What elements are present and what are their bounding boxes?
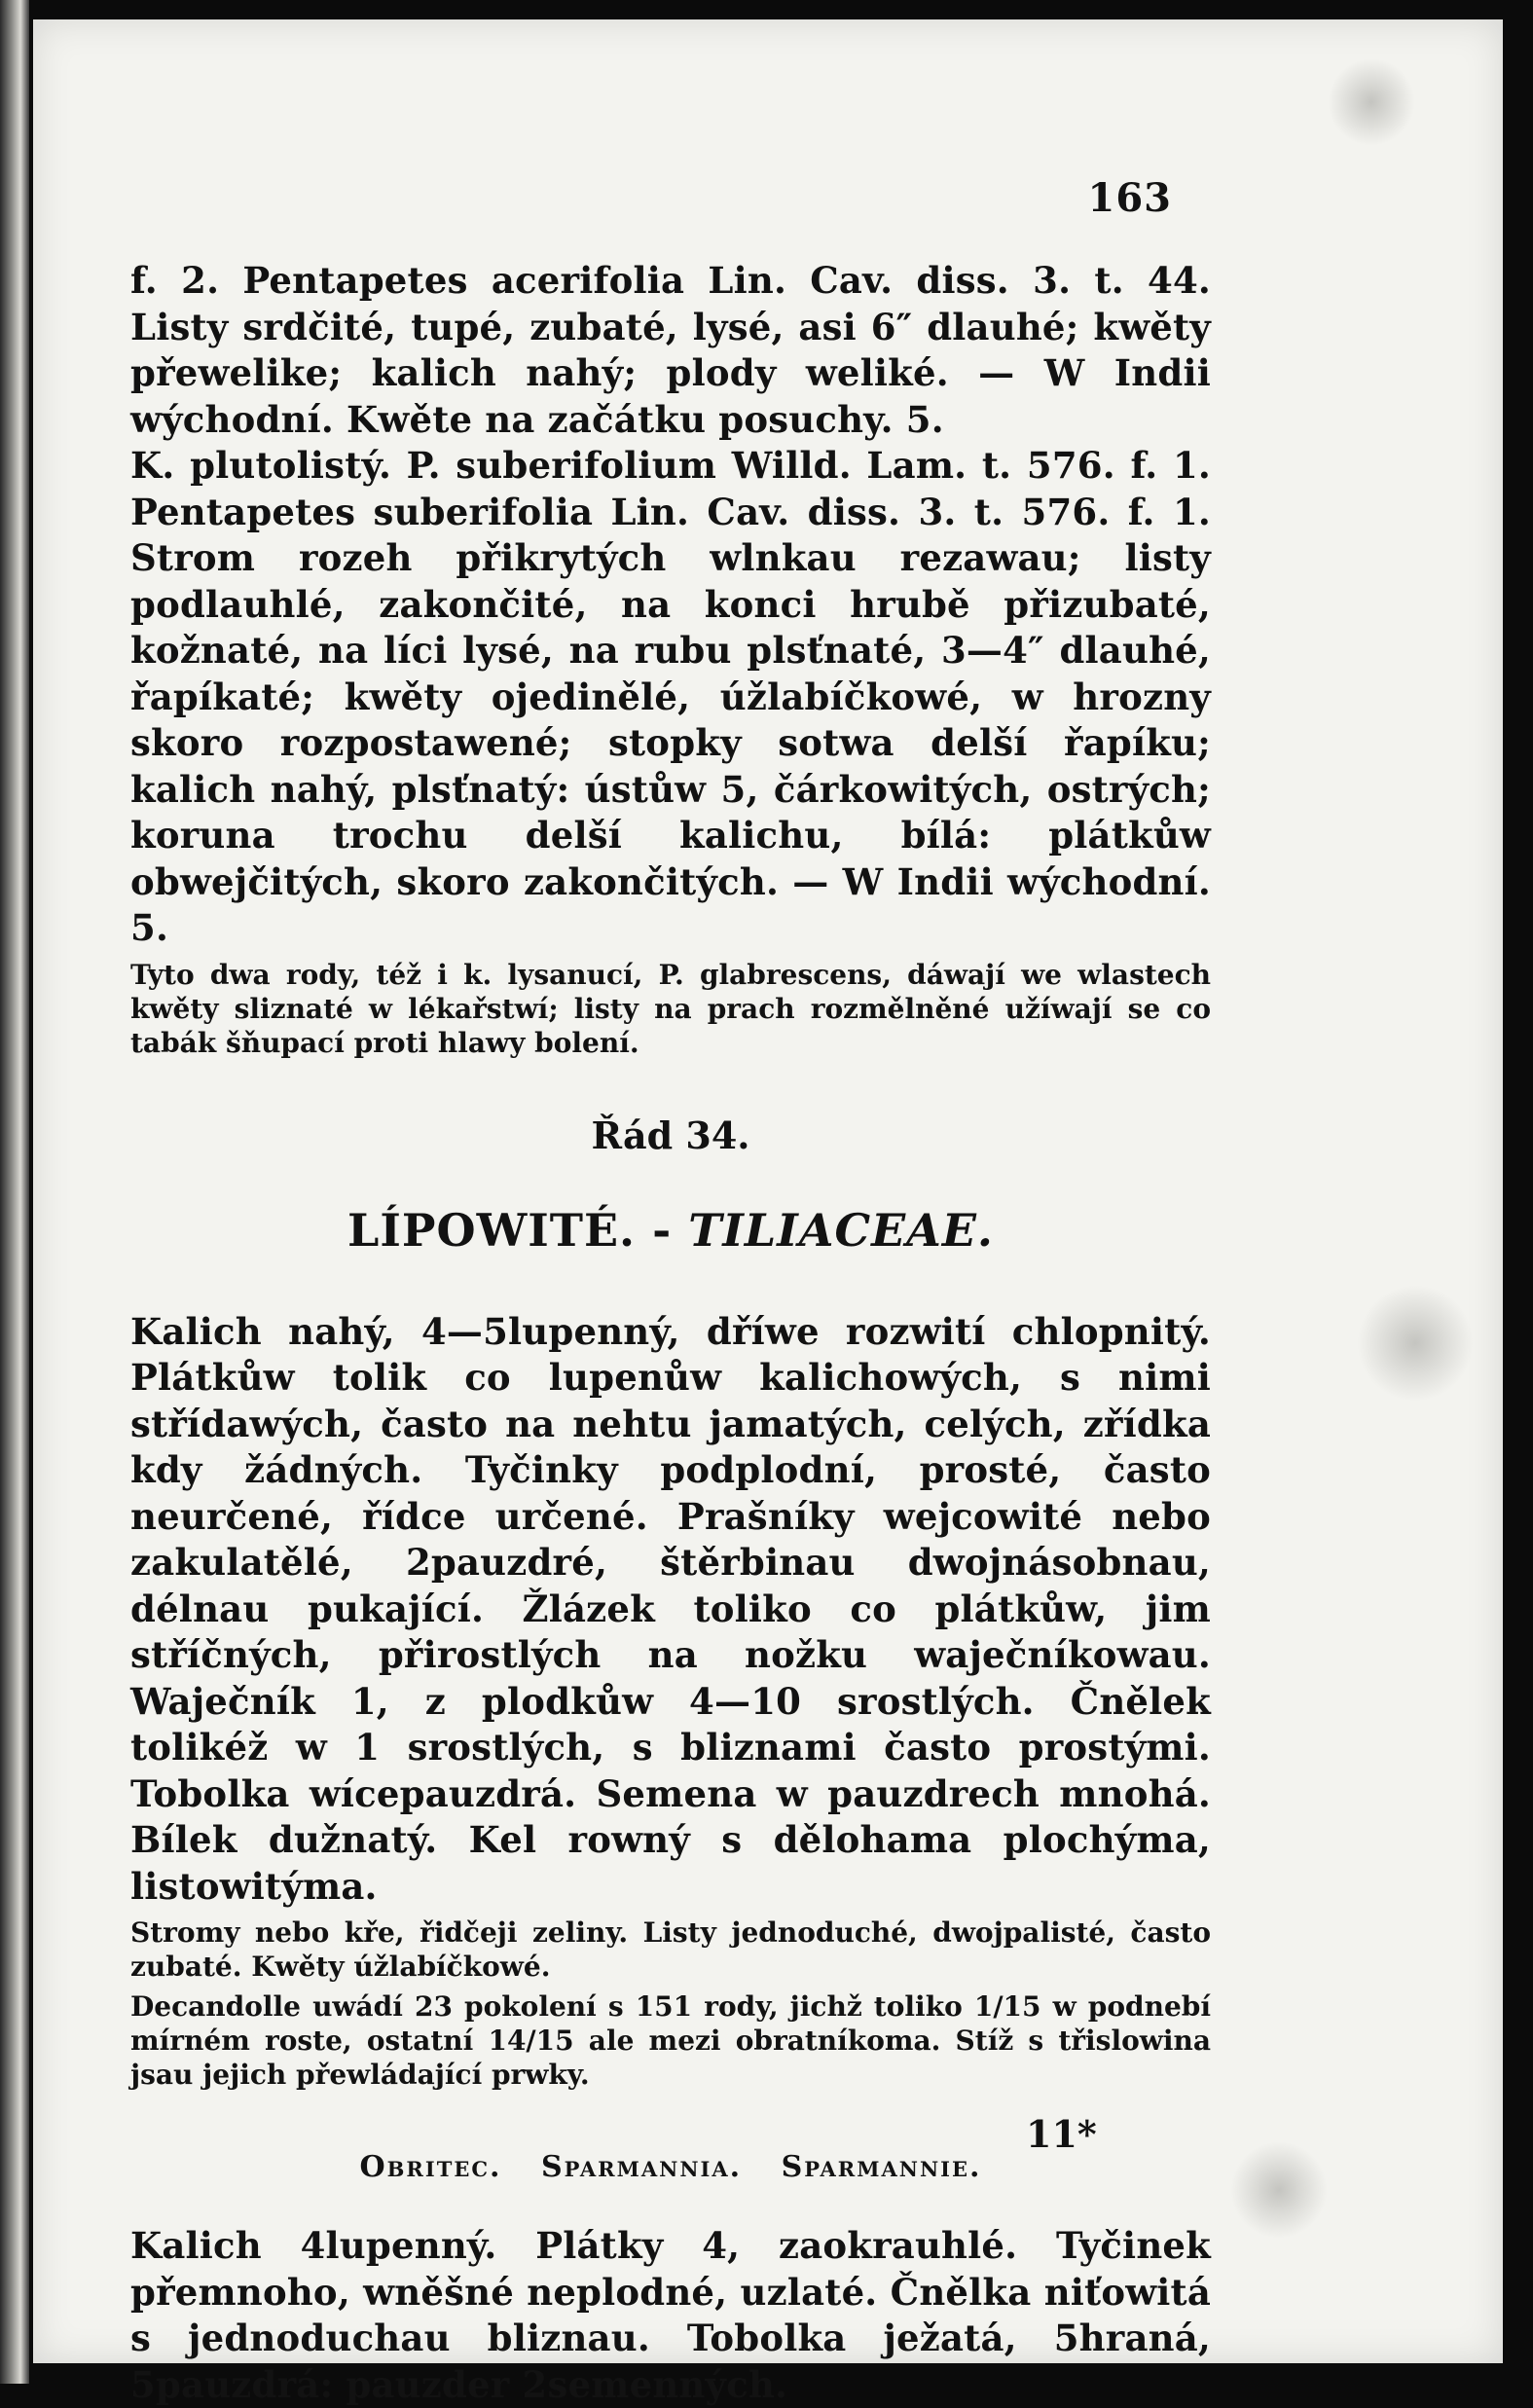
- book-page: [33, 19, 1503, 2406]
- family-heading: [130, 1204, 1211, 1257]
- book-spine-edge: [0, 0, 29, 2384]
- text-body: [130, 258, 1211, 2408]
- paper-stain: [1357, 1285, 1474, 1402]
- family-description: Kalich nahý, 4—5lupenný, dříwe rozwití chlopnitý. Plátkůw tolik co lupenůw kalichowých, s nimi střídawých, často na nehtu jamatých, celých, zřídka kdy žádných. Tyčinky podplodní, prosté, často neurčené, řídce určené. Prašníky wejcowité nebo zakulatělé, 2pauzdré, štěrbinau dwojnásobnau, délnau pukající. Žlázek toliko co plátkůw, jim stříčných, přirostlých na nožku waječníkowau. Waječník 1, z plodkůw 4—10 srostlých. Čnělek tolikéž w 1 srostlých, s bliznami často prostými. Tobolka wícepauzdrá. Semena w pauzdrech mnohá. Bílek dužnatý. Kel rowný s dělohama plochýma, listowitýma.: [130, 1309, 1211, 1908]
- paper-stain: [1328, 58, 1415, 146]
- page-number: 163: [1087, 175, 1172, 221]
- printer-signature-mark: 11*: [1026, 2112, 1097, 2156]
- genus-description: Kalich 4lupenný. Plátky 4, zaokrauhlé. Tyčinek přemnoho, wněšné neplodné, uzlaté. Čnělka niťowitá s jednoduchau bliznau. Tobolka ježatá, 5hraná, 5pauzdrá: pauzder 2semenných.: [130, 2224, 1211, 2406]
- family-name-latin: TILIACEAE.: [688, 1203, 994, 1257]
- family-note-decandolle: Decandolle uwádí 23 pokolení s 151 rody, jichž toliko 1/15 w podnebí mírném roste, ostatní 14/15 ale mezi obratníkoma. Stíž s třislowina jsau jejich přewládající prwky.: [130, 1990, 1211, 2091]
- order-heading: Řád 34.: [591, 1113, 750, 1157]
- genus-name-alt: Sparmannie.: [781, 2150, 982, 2184]
- footnote-uses: Tyto dwa rody, též i k. lysanucí, P. glabrescens, dáwají we wlastech kwěty sliznaté w lékařstwí; listy na prach rozmělněné užíwají se co tabák šňupací proti hlawy bolení.: [130, 958, 1211, 1059]
- family-note-habit: Stromy nebo kře, řidčeji zeliny. Listy jednoduché, dwojpalisté, často zubaté. Kwěty úžlabíčkowé.: [130, 1916, 1211, 1983]
- family-separator: -: [652, 1203, 673, 1257]
- species-entry-acerifolia: f. 2. Pentapetes acerifolia Lin. Cav. diss. 3. t. 44. Listy srdčité, tupé, zubaté, lysé, asi 6″ dlauhé; kwěty přewelike; kalich nahý; plody weliké. — W Indii wýchodní. Kwěte na začátku posuchy. 5.: [130, 259, 1211, 441]
- paper-stain: [1230, 2141, 1328, 2239]
- genus-name-czech: Obritec.: [359, 2150, 502, 2184]
- family-name-czech: LÍPOWITÉ.: [347, 1203, 637, 1257]
- species-entry-suberifolium: K. plutolistý. P. suberifolium Willd. Lam. t. 576. f. 1. Pentapetes suberifolia Lin. Cav. diss. 3. t. 576. f. 1. Strom rozeh přikrytých wlnkau rezawau; listy podlauhlé, zakončité, na konci hrubě přizubaté, kožnaté, na líci lysé, na rubu plsťnaté, 3—4″ dlauhé, řapíkaté; kwěty ojedinělé, úžlabíčkowé, w hrozny skoro rozpostawené; stopky sotwa delší řapíku; kalich nahý, plsťnatý: ústůw 5, čárkowitých, ostrých; koruna trochu delší kalichu, bílá: plátkůw obwejčitých, skoro zakončitých. — W Indii wýchodní. 5.: [130, 444, 1211, 949]
- genus-name-latin: Sparmannia.: [540, 2150, 743, 2184]
